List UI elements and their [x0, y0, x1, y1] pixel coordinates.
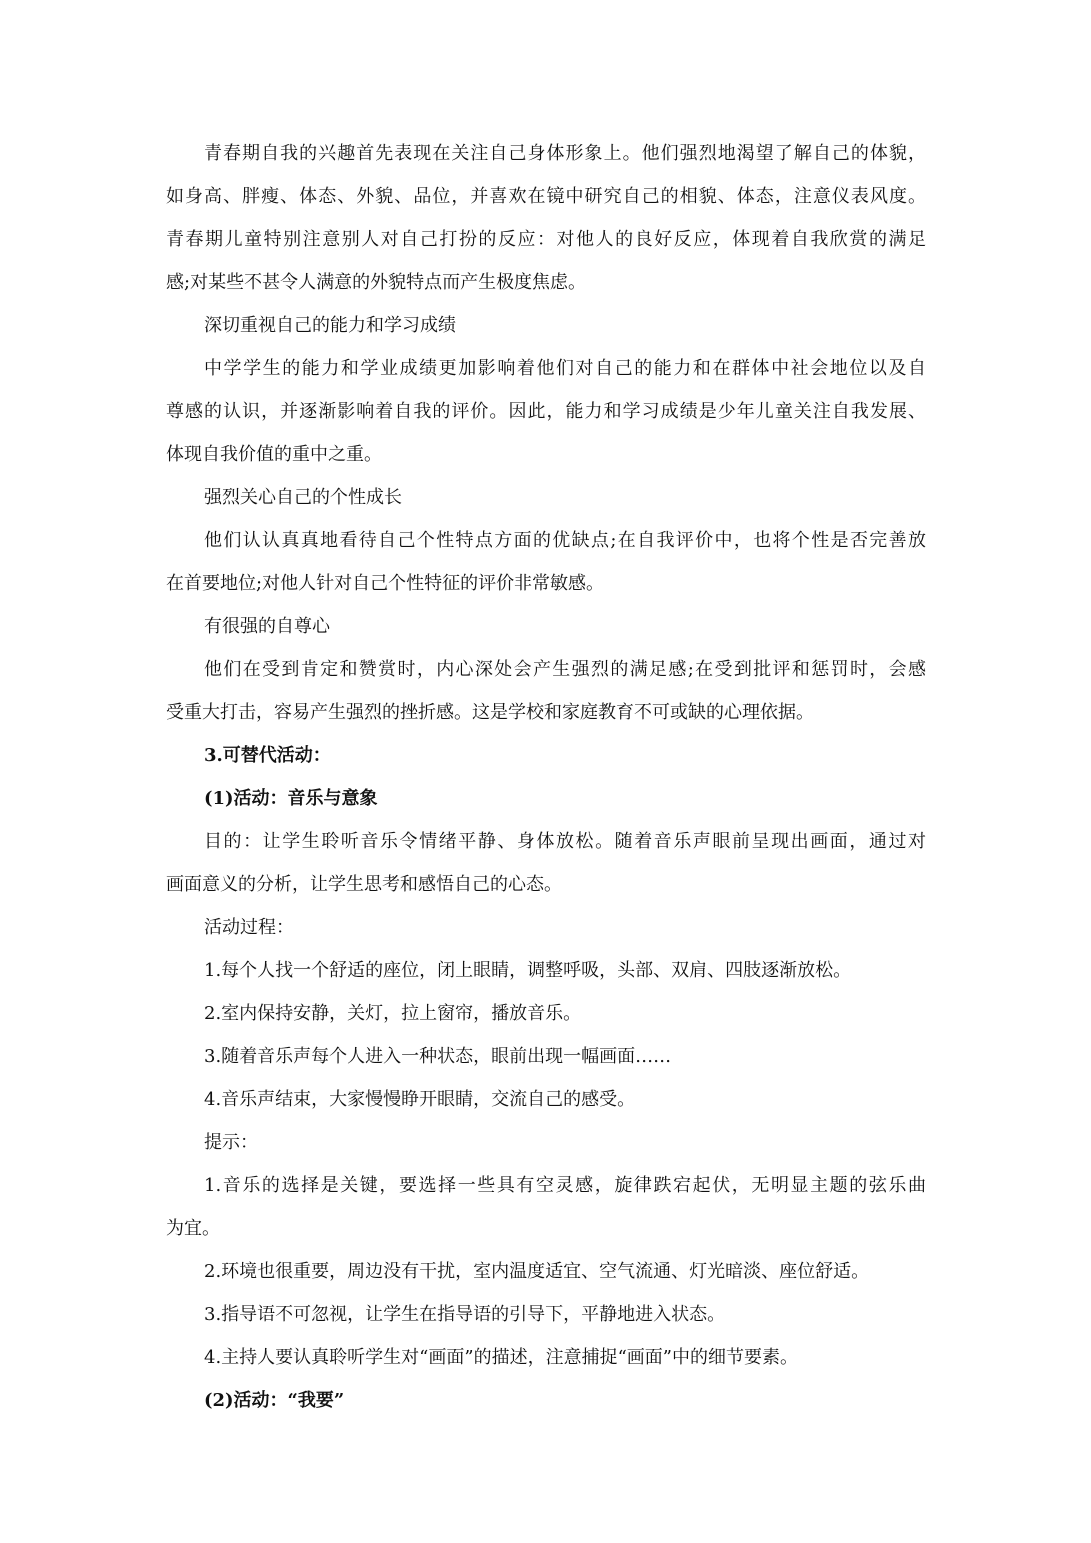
list-item: 1.音乐的选择是关键，要选择一些具有空灵感，旋律跌宕起伏，无明显主题的弦乐曲 — [204, 1175, 926, 1196]
activity-title: (2)活动：“我要” — [204, 1390, 345, 1411]
activity-title: (1)活动：音乐与意象 — [204, 788, 378, 809]
subheading: 提示： — [204, 1132, 258, 1153]
list-item: 2.环境也很重要，周边没有干扰，室内温度适宜、空气流通、灯光暗淡、座位舒适。 — [204, 1261, 870, 1282]
list-item: 4.主持人要认真聆听学生对“画面”的描述，注意捕捉“画面”中的细节要素。 — [204, 1347, 798, 1368]
paragraph-line: 画面意义的分析，让学生思考和感悟自己的心态。 — [166, 874, 562, 895]
list-item: 2.室内保持安静，关灯，拉上窗帘，播放音乐。 — [204, 1003, 582, 1024]
list-item: 1.每个人找一个舒适的座位，闭上眼睛，调整呼吸，头部、双肩、四肢逐渐放松。 — [204, 960, 852, 981]
list-item: 4.音乐声结束，大家慢慢睁开眼睛，交流自己的感受。 — [204, 1089, 636, 1110]
paragraph-line: 青春期儿童特别注意别人对自己打扮的反应：对他人的良好反应，体现着自我欣赏的满足 — [166, 229, 926, 250]
section-heading: 强烈关心自己的个性成长 — [204, 487, 402, 508]
paragraph-line: 目的：让学生聆听音乐令情绪平静、身体放松。随着音乐声眼前呈现出画面，通过对 — [204, 831, 926, 852]
paragraph-line: 他们在受到肯定和赞赏时，内心深处会产生强烈的满足感;在受到批评和惩罚时，会感 — [204, 659, 926, 680]
list-item: 3.指导语不可忽视，让学生在指导语的引导下，平静地进入状态。 — [204, 1304, 726, 1325]
subheading: 活动过程： — [204, 917, 294, 938]
list-item: 3.随着音乐声每个人进入一种状态，眼前出现一幅画面…… — [204, 1046, 672, 1067]
section-title: 3.可替代活动： — [204, 745, 331, 766]
paragraph-line: 如身高、胖瘦、体态、外貌、品位，并喜欢在镜中研究自己的相貌、体态，注意仪表风度。 — [166, 186, 926, 207]
section-heading: 有很强的自尊心 — [204, 616, 330, 637]
paragraph-line: 体现自我价值的重中之重。 — [166, 444, 382, 465]
paragraph-line: 受重大打击，容易产生强烈的挫折感。这是学校和家庭教育不可或缺的心理依据。 — [166, 702, 814, 723]
paragraph-line: 尊感的认识，并逐渐影响着自我的评价。因此，能力和学习成绩是少年儿童关注自我发展、 — [166, 401, 926, 422]
section-heading: 深切重视自己的能力和学习成绩 — [204, 315, 456, 336]
paragraph-line: 在首要地位;对他人针对自己个性特征的评价非常敏感。 — [166, 573, 605, 594]
paragraph-line: 他们认认真真地看待自己个性特点方面的优缺点;在自我评价中，也将个性是否完善放 — [204, 530, 926, 551]
paragraph-line: 感;对某些不甚令人满意的外貌特点而产生极度焦虑。 — [166, 272, 587, 293]
paragraph-line: 青春期自我的兴趣首先表现在关注自己身体形象上。他们强烈地渴望了解自己的体貌， — [204, 143, 926, 164]
list-item: 为宜。 — [166, 1218, 220, 1239]
paragraph-line: 中学学生的能力和学业成绩更加影响着他们对自己的能力和在群体中社会地位以及自 — [204, 358, 926, 379]
